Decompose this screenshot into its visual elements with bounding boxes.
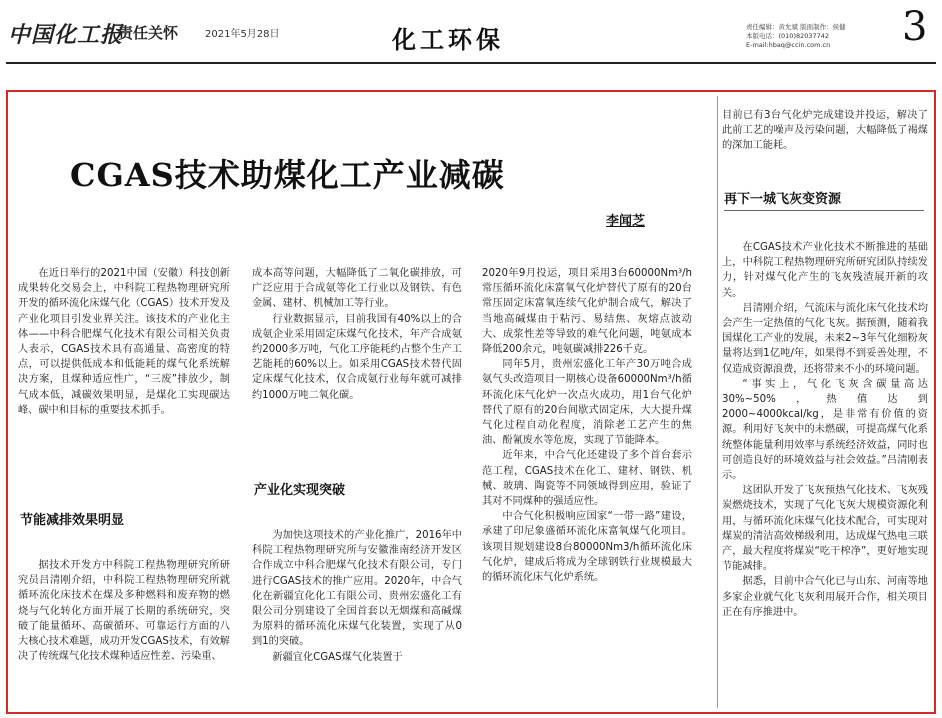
paragraph: 近年来，中合气化还建设了多个首台套示范工程，CGAS技术在化工、建材、钢铁、机械、玻璃、陶瓷等不同领域得到应用，验证了其对不同煤种的强适应性。 [482,450,692,508]
article-byline: 李闻芝 [606,214,646,229]
paragraph: “事实上，气化飞灰含碳量高达30%~50%，热值达到2000~4000kcal/kg，是非常有价值的资源。利用好飞灰中的未燃碳，可提高煤气化系统整体能量利用效率与系统经济效益，同时也可创造良好的环境效益与社会效益。”吕清刚表示。 [722,378,928,482]
paragraph: 据悉，目前中合气化已与山东、河南等地多家企业就气化飞灰利用展开合作，相关项目正在有序推进中。 [722,576,928,618]
masthead-rule [6,62,936,64]
paragraph: 目前已有3台气化炉完成建设并投运，解决了此前工艺的噪声及污染问题，大幅降低了褐煤的深加工能耗。 [722,110,928,152]
paragraph: 2020年9月投运，项目采用3台60000Nm³/h常压循环流化床富氧气化炉替代了原有的20台常压固定床富氧连续气化炉制合成气，解决了当地高碱煤由于粘污、易结焦、灰熔点波动大、成浆性差等导致的难气化问题，吨氨成本降低200余元，吨氨碳减排226千克。 [482,268,692,356]
article-column-4 [722,108,928,154]
column-title: 化工环保 [392,25,504,54]
masthead [0,0,942,86]
paragraph: 成本高等问题，大幅降低了二氧化碳排放，可广泛应用于合成氨等化工行业以及钢铁、有色金属、建材、机械加工等行业。 [252,268,462,310]
subheading: 节能减排效果明显 [20,513,125,528]
editor-credits [746,23,896,50]
newspaper-logo: 中国化工报 [8,22,124,48]
paragraph: 在CGAS技术产业化技术不断推进的基础上，中科院工程热物理研究所研究团队持续发力，针对煤气化产生的飞灰残渣展开新的攻关。 [722,242,928,299]
credit-line: 责任编辑：黄允斌 版面制作：侯健 [746,23,846,31]
article-column-2 [252,266,462,403]
article-column-4-continued [722,240,928,620]
article-column-1-continued [18,558,230,664]
subheading: 产业化实现突破 [254,483,346,498]
credit-line: 本版电话：(010)82037742 [746,32,830,40]
subheading: 再下一城飞灰变资源 [724,192,842,207]
subheading-rule [724,210,924,211]
article-headline: CGAS技术助煤化工产业减碳 [70,156,505,194]
paragraph: 为加快这项技术的产业化推广，2016年中科院工程热物理研究所与安徽淮南经济开发区合作成立中科合肥煤气化技术有限公司，专门进行CGAS技术的推广应用。2020年，中合气化在新疆宜化化工有限公司、贵州宏盛化工有限公司分别建设了全国首套以无烟煤和高碱煤为原料的循环流化床煤气化装置，实现了从0到1的突破。 [252,530,462,648]
article-column-1 [18,266,230,418]
issue-date: 2021年5月28日 [205,29,280,40]
article-column-3 [482,266,692,585]
column-divider [717,96,718,708]
paragraph: 同年5月，贵州宏盛化工年产30万吨合成氨气头改造项目一期核心设备60000Nm³/h循环流化床气化炉一次点火成功，用1台气化炉替代了原有的20台间歇式固定床，大大提升煤气化过程自动化程度，消除老工艺产生的焦油、酚氰废水等危废，实现了节能降本。 [482,359,692,447]
article-column-2-continued [252,528,462,665]
paragraph: 这团队开发了飞灰预热气化技术、飞灰残炭燃烧技术，实现了气化飞灰大规模资源化利用，与循环流化床煤气化技术配合，可实现对煤炭的清洁高效梯级利用，达成煤气热电三联产，最大程度将煤炭“吃干榨净”，更好地实现节能减排。 [722,485,928,573]
section-name: 责任关怀 [118,24,179,42]
paragraph: 新疆宜化CGAS煤气化装置于 [272,651,403,663]
paragraph: 吕清刚介绍，气流床与流化床气化技术均会产生一定热值的气化飞灰。据预测，随着我国煤化工产业的发展，未来2~3年气化细粉灰量将达到1亿吨/年，如果得不到妥善处理，不仅造成资源浪费，还将带来不小的环境问题。 [722,302,928,375]
paragraph: 据技术开发方中科院工程热物理研究所研究员吕清刚介绍，中科院工程热物理研究所就循环流化床技术在煤及多种燃料和废弃物的燃烧与气化转化方面开展了长期的系统研究，突破了能量循环、高碳循环、可靠运行方面的八大核心技术难题，成功开发CGAS技术，有效解决了传统煤气化技术煤种适应性差、污染重、 [18,560,230,663]
credit-line: E-mail:hbaq@ccin.com.cn [746,41,831,49]
paragraph: 在近日举行的2021中国（安徽）科技创新成果转化交易会上，中科院工程热物理研究所开发的循环流化床煤气化（CGAS）技术开发及产业化项目引发业界关注。该技术的产业化主体——中科合肥煤气化技术有限公司相关负责人表示，CGAS技术具有高通量、高密度的特点，可以提供低成本和低能耗的煤气化系统解决方案，且煤种适应性广，“三废”排放少，制气成本低，减碳效果明显，是煤化工实现碳达峰、碳中和目标的重要技术抓手。 [18,268,230,416]
page-number: 3 [902,4,928,50]
paragraph: 行业数据显示，目前我国有40%以上的合成氨企业采用固定床煤气化技术，年产合成氨约2000多万吨，气化工序能耗约占整个生产工艺能耗的60%以上。如采用CGAS技术替代固定床煤气化技术，仅合成氨行业每年就可减排约1000万吨二氧化碳。 [252,313,462,401]
paragraph: 中合气化积极响应国家“一带一路”建设，承建了印尼象盛循环流化床富氧煤气化项目。该项目规划建设8台80000Nm3/h循环流化床气化炉，建成后将成为全球钢铁行业规模最大的循环流化床气化炉系统。 [482,511,692,584]
